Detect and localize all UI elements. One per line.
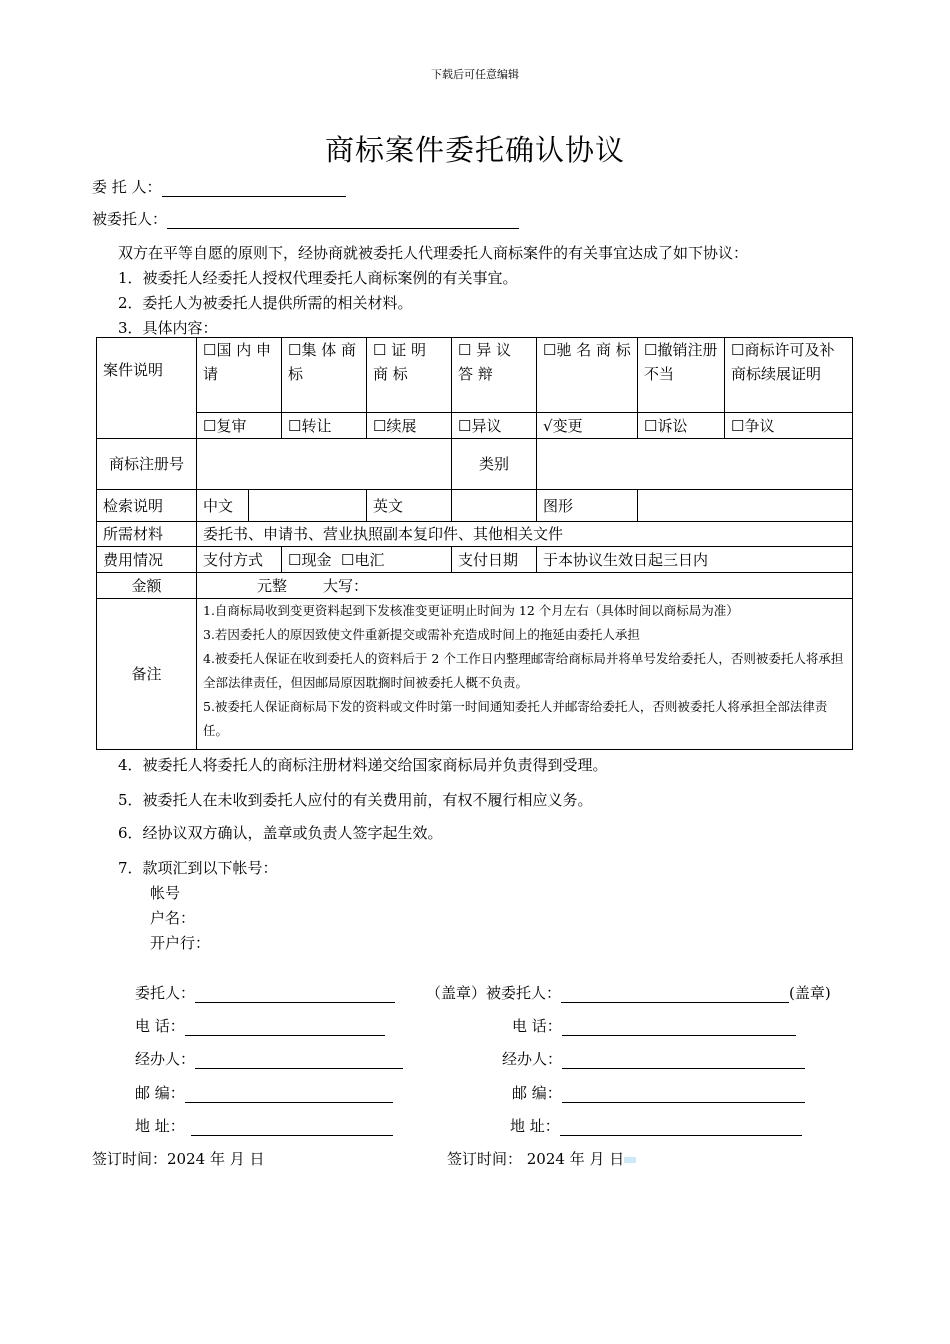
account-bank-label: 开户行：	[150, 934, 211, 952]
account-name-label: 户名：	[150, 909, 196, 927]
remarks-list	[197, 599, 853, 750]
opt-opposition[interactable]: ☐异议	[452, 413, 537, 439]
clause-7: 7．款项汇到以下帐号：	[118, 859, 278, 877]
sign-client-blank[interactable]	[195, 985, 395, 1003]
sign-agent-label: （盖章）被委托人：	[426, 984, 562, 1002]
pay-method-label: 支付方式	[197, 547, 282, 573]
search-fig-value[interactable]	[638, 490, 853, 522]
highlight-mark	[624, 1157, 636, 1163]
search-label: 检索说明	[97, 490, 197, 522]
header-note: 下载后可任意编辑	[431, 68, 519, 81]
search-cn-value[interactable]	[249, 490, 367, 522]
remark-item: 1.自商标局收到变更资料起到下发核准变更证明止时间为 12 个月左右（具体时间以商标局为准）	[203, 603, 739, 618]
opt-dispute[interactable]: ☐争议	[725, 413, 853, 439]
opt-renewal[interactable]: ☐续展	[367, 413, 452, 439]
sign-addr	[135, 1115, 393, 1136]
fee-label: 费用情况	[97, 547, 197, 573]
sign-client	[135, 982, 395, 1003]
amount-unit: 元整	[257, 576, 288, 595]
sign-agent-handler-label: 经办人：	[502, 1050, 563, 1068]
sign-agent-addr-blank[interactable]	[560, 1118, 802, 1136]
opt-certification[interactable]: ☐ 证 明 商 标	[367, 338, 452, 413]
agent-label: 被委托人：	[92, 210, 168, 228]
category-label: 类别	[452, 439, 537, 490]
category-value[interactable]	[537, 439, 853, 490]
sign-phone	[135, 1015, 385, 1036]
search-en-value[interactable]	[452, 490, 537, 522]
amount-value[interactable]	[197, 573, 853, 599]
opt-opposition-reply[interactable]: ☐ 异 议 答 辩	[452, 338, 537, 413]
remark-item: 4.被委托人保证在收到委托人的资料后于 2 个工作日内整理邮寄给商标局并将单号发给委托人，否则被委托人将承担全部法律责任，但因邮局原因耽搁时间被委托人概不负责。	[203, 651, 844, 690]
sign-phone-label: 电 话：	[135, 1017, 185, 1035]
clause-1: 1．被委托人经委托人授权代理委托人商标案例的有关事宜。	[118, 269, 518, 287]
sign-post	[135, 1082, 393, 1103]
sign-addr-label: 地 址：	[135, 1117, 185, 1135]
client-blank[interactable]	[162, 179, 346, 197]
materials-label: 所需材料	[97, 522, 197, 547]
agent-field	[92, 208, 519, 229]
sign-agent-handler	[502, 1048, 805, 1069]
sign-agent-seal: (盖章)	[789, 984, 831, 1002]
materials-value: 委托书、申请书、营业执照副本复印件、其他相关文件	[197, 522, 853, 547]
clause-5: 5．被委托人在未收到委托人应付的有关费用前，有权不履行相应义务。	[118, 791, 593, 809]
amount-caps: 大写：	[323, 576, 369, 595]
reg-no-value[interactable]	[197, 439, 452, 490]
clause-3: 3．具体内容：	[118, 319, 218, 337]
pay-date-label: 支付日期	[452, 547, 537, 573]
page-title: 商标案件委托确认协议	[324, 133, 625, 167]
sign-agent-blank[interactable]	[561, 985, 789, 1003]
reg-no-label: 商标注册号	[97, 439, 197, 490]
sign-agent-addr	[510, 1115, 802, 1136]
sign-date-left: 签订时间：2024 年 月 日	[92, 1150, 265, 1168]
sign-client-label: 委托人：	[135, 984, 196, 1002]
clause-2: 2．委托人为被委托人提供所需的相关材料。	[118, 294, 413, 312]
clause-4: 4．被委托人将委托人的商标注册材料递交给国家商标局并负责得到受理。	[118, 756, 608, 774]
opt-change[interactable]: √变更	[537, 413, 638, 439]
opt-wellknown[interactable]: ☐驰 名 商 标	[537, 338, 638, 413]
remark-item: 5.被委托人保证商标局下发的资料或文件时第一时间通知委托人并邮寄给委托人，否则被委托人将承担全部法律责任。	[203, 699, 828, 738]
opt-collective[interactable]: ☐集 体 商 标	[282, 338, 367, 413]
sign-post-label: 邮 编：	[135, 1084, 185, 1102]
opt-transfer[interactable]: ☐转让	[282, 413, 367, 439]
sign-date-right	[447, 1148, 636, 1169]
opt-license[interactable]: ☐商标许可及补商标续展证明	[725, 338, 853, 413]
sign-phone-blank[interactable]	[185, 1018, 385, 1036]
client-label: 委 托 人：	[92, 178, 162, 196]
sign-agent-addr-label: 地 址：	[510, 1117, 560, 1135]
search-cn-label: 中文	[197, 490, 249, 522]
intro-text: 双方在平等自愿的原则下，经协商就被委托人代理委托人商标案件的有关事宜达成了如下协议：	[118, 244, 749, 262]
search-en-label: 英文	[367, 490, 452, 522]
sign-agent-post	[512, 1082, 805, 1103]
sign-agent-phone	[512, 1015, 796, 1036]
agent-blank[interactable]	[167, 211, 519, 229]
sign-handler-label: 经办人：	[135, 1050, 196, 1068]
sign-agent-post-blank[interactable]	[562, 1085, 805, 1103]
sign-agent-handler-blank[interactable]	[562, 1051, 805, 1069]
clause-6: 6．经协议双方确认，盖章或负责人签字起生效。	[118, 824, 443, 842]
client-field	[92, 176, 346, 197]
pay-date-value: 于本协议生效日起三日内	[537, 547, 853, 573]
opt-revoke[interactable]: ☐撤销注册不当	[638, 338, 725, 413]
pay-options	[282, 547, 452, 573]
remark-item: 3.若因委托人的原因致使文件重新提交或需补充造成时间上的拖延由委托人承担	[203, 627, 640, 642]
case-label: 案件说明	[97, 338, 197, 439]
pay-cash-option[interactable]: ☐现金	[288, 550, 332, 569]
sign-agent-post-label: 邮 编：	[512, 1084, 562, 1102]
account-no-label: 帐号	[150, 884, 181, 902]
opt-review[interactable]: ☐复审	[197, 413, 282, 439]
pay-wire-option[interactable]: ☐电汇	[341, 550, 385, 569]
sign-agent-phone-blank[interactable]	[562, 1018, 796, 1036]
sign-post-blank[interactable]	[185, 1085, 393, 1103]
sign-agent	[426, 982, 831, 1003]
opt-domestic[interactable]: ☐国 内 申 请	[197, 338, 282, 413]
sign-handler-blank[interactable]	[195, 1051, 403, 1069]
sign-handler	[135, 1048, 403, 1069]
opt-litigation[interactable]: ☐诉讼	[638, 413, 725, 439]
search-fig-label: 图形	[537, 490, 638, 522]
sign-addr-blank[interactable]	[191, 1118, 393, 1136]
amount-label: 金额	[97, 573, 197, 599]
sign-date-right-text: 签订时间： 2024 年 月 日	[447, 1150, 625, 1168]
remarks-label: 备注	[97, 599, 197, 750]
case-table	[96, 337, 853, 750]
sign-agent-phone-label: 电 话：	[512, 1017, 562, 1035]
